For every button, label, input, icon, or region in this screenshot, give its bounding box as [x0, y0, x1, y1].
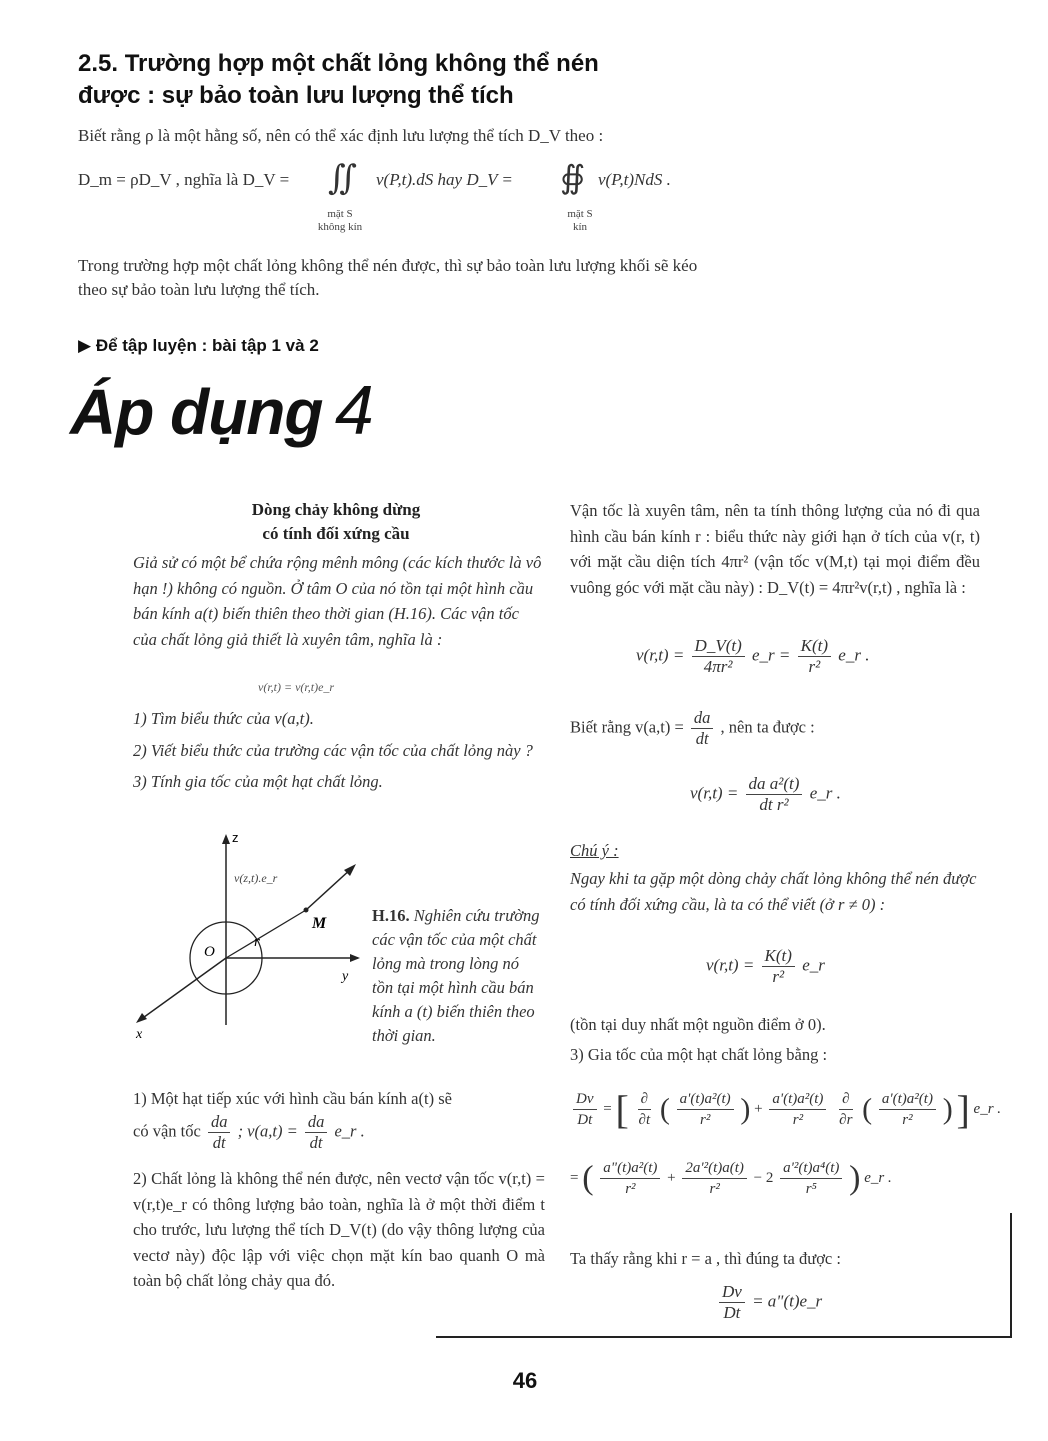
da-dt-fraction-1 [208, 1112, 231, 1153]
frac-den: r² [902, 1112, 913, 1128]
radius-line [226, 910, 306, 958]
frac-den: Dt [723, 1303, 741, 1322]
answer-1: 1) Một hạt tiếp xúc với hình cầu bán kính a(t) sẽ [133, 1089, 452, 1108]
frac-num: ∂ [839, 1089, 852, 1110]
questions [133, 706, 543, 795]
eq1-right: v(P,t)NdS . [598, 170, 671, 189]
application-word: Áp dụng [70, 376, 323, 448]
eq-acceleration-1 [570, 1086, 1001, 1133]
plus-sign: + [754, 1100, 763, 1117]
eqA-lhs: v(r,t) = [636, 645, 685, 665]
frac-den: r² [772, 967, 785, 986]
right-para-5: Ta thấy rằng khi r = a , thì đúng ta được : [570, 1249, 841, 1268]
note-title: Chú ý : [570, 841, 619, 860]
answer-2: 2) Chất lỏng là không thể nén được, nên vectơ vận tốc v(r,t) = v(r,t)e_r có thông lượng bảo toàn, nghĩa là ở một thời điểm t cho trước, lưu lượng thể tích D_V(t) (do vậy thông lượng của vectơ này) độc lập với việc chọn mặt kín bao quanh O mà toàn bộ chất lỏng chảy qua đó. [133, 1169, 545, 1290]
eq1-subscript-open [300, 208, 380, 234]
right-para-2 [570, 708, 980, 749]
frac-num: da [305, 1112, 328, 1133]
eqA-frac-2 [798, 636, 831, 677]
sub-closed-a: mặt S [567, 208, 593, 220]
eq1-left: D_m = ρD_V , nghĩa là D_V = [78, 170, 290, 189]
p2-suffix: , nên ta được : [720, 717, 815, 737]
answer-1-velocity [133, 1112, 545, 1153]
coef-2: 2 [765, 1169, 774, 1186]
para-incompressible: Trong trường hợp một chất lỏng không thể nén được, thì sự bảo toàn lưu lượng khối sẽ kéo theo sự bảo toàn lưu lượng thể tích. [78, 256, 698, 299]
eqA-frac-1 [692, 636, 745, 677]
left-paren-2: ( [862, 1092, 873, 1126]
frac-den: ∂t [638, 1112, 651, 1128]
right-bracket: ] [956, 1087, 970, 1132]
velocity-vector [306, 868, 352, 910]
right-para-4: 3) Gia tốc của một hạt chất lỏng bằng : [570, 1045, 828, 1064]
problem-heading [136, 498, 536, 546]
eq-final [716, 1282, 822, 1323]
question-1: 1) Tìm biểu thức của v(a,t). [133, 709, 314, 728]
frac-den: 4πr² [703, 657, 733, 676]
intro-text: Biết rằng ρ là một hằng số, nên có thể xác định lưu lượng thể tích D_V theo : [78, 126, 604, 145]
frac-den: dt [212, 1133, 226, 1152]
caption-text: Nghiên cứu trường các vận tốc của một chất lỏng mà trong lòng nó tồn tại một hình cầu bán kính a (t) biến thiên theo thời gian. [372, 906, 540, 1045]
figure-caption [372, 904, 544, 1048]
frac-den: r⁵ [805, 1181, 817, 1197]
z-arrow-icon [222, 834, 230, 844]
label-z: z [232, 830, 239, 845]
frac-num: 2a'²(t)a(t) [682, 1158, 747, 1179]
eqD-partial-t [636, 1089, 654, 1130]
frac-den: r² [792, 1112, 804, 1128]
eqB-frac [746, 774, 803, 815]
eqB-end: e_r . [809, 783, 841, 803]
frac-den: r² [699, 1112, 711, 1128]
frac-num: a'(t)a²(t) [769, 1089, 826, 1110]
frac-num: K(t) [798, 636, 831, 657]
eq-point-source [706, 946, 825, 987]
frac-num: a"(t)a²(t) [600, 1158, 660, 1179]
sub-open-b: không kín [317, 221, 363, 233]
frac-num: ∂ [638, 1089, 651, 1110]
label-m: M [312, 915, 327, 932]
ans1-prefix: có vận tốc [133, 1121, 201, 1141]
y-arrow-icon [350, 954, 360, 962]
exercise-line [78, 336, 319, 356]
figure-h16 [130, 830, 370, 1060]
label-x: x [136, 1027, 143, 1042]
frac-num: da [208, 1112, 231, 1133]
frac-num: a'(t)a²(t) [677, 1089, 734, 1110]
frac-den: dt [309, 1133, 323, 1152]
plus-sign-2: + [667, 1169, 676, 1186]
eq1-mid: v(P,t).dS hay D_V = [376, 170, 513, 189]
equals-sign-2: = [570, 1169, 579, 1186]
frac-num: D_V(t) [692, 636, 745, 657]
closed-integral-symbol: ∯ [560, 159, 586, 195]
left-paren: ( [659, 1092, 670, 1126]
frac-num: a'²(t)a⁴(t) [780, 1158, 842, 1179]
eqF-rhs: = a"(t)e_r [752, 1291, 823, 1311]
eqE-term2 [682, 1158, 747, 1199]
eqD-term3 [879, 1089, 936, 1130]
frac-den: dt r² [759, 795, 789, 814]
eqE-term3 [780, 1158, 842, 1199]
ans1-mid: ; v(a,t) = [237, 1121, 298, 1141]
problem-heading-line1: Dòng chảy không dừng [251, 500, 421, 519]
sub-open-a: mặt S [327, 208, 353, 220]
frac-den: ∂r [839, 1112, 853, 1128]
eqD-term2 [769, 1089, 826, 1130]
section-title-line1: 2.5. Trường hợp một chất lỏng không thể nén [78, 50, 599, 77]
frac-num: a'(t)a²(t) [879, 1089, 936, 1110]
eqA-mid: e_r = [752, 645, 791, 665]
x-axis [140, 958, 226, 1020]
label-o: O [204, 944, 215, 960]
p2-prefix: Biết rằng v(a,t) = [570, 717, 684, 737]
eqF-frac [719, 1282, 745, 1323]
eqE-er: e_r . [864, 1169, 892, 1186]
eqD-partial-r [836, 1089, 855, 1130]
exercise-text: Để tập luyện : bài tập 1 và 2 [95, 336, 319, 355]
eqC-frac [762, 946, 795, 987]
eqC-lhs: v(r,t) = [706, 955, 755, 975]
minus-sign: − [753, 1169, 763, 1186]
section-title-line2: được : sự bảo toàn lưu lượng thể tích [78, 82, 514, 109]
eq-radial-velocity: v(r,t) = v(r,t)e_r [258, 680, 335, 694]
page-number: 46 [512, 1368, 538, 1393]
play-arrow-icon: ▶ [78, 336, 92, 355]
caption-label: H.16. [372, 906, 410, 925]
frac-den: r² [709, 1181, 720, 1197]
eqD-lhs-frac [573, 1089, 597, 1130]
label-y: y [342, 969, 349, 984]
big-left-paren: ( [582, 1159, 594, 1197]
frac-den: Dt [577, 1112, 593, 1128]
right-para-1: Vận tốc là xuyên tâm, nên ta tính thông lượng của nó đi qua hình cầu bán kính r : biểu thức này giới hạn ở tích của v(r, t) với mặt cầu diện tích 4πr² (vận tốc v(M,t) tại mọi điểm đều vuông góc với mặt cầu này) : D_V(t) = 4πr²v(r,t) , nghĩa là : [570, 501, 980, 597]
eqA-end: e_r . [838, 645, 870, 665]
point-m [304, 908, 309, 913]
section-heading [78, 48, 728, 112]
question-3: 3) Tính gia tốc của một hạt chất lỏng. [133, 772, 383, 791]
problem-statement: Giả sử có một bể chứa rộng mênh mông (các kích thước là vô hạn !) không có nguồn. Ở tâm O của nó tồn tại một hình cầu bán kính a(t) biến thiên theo thời gian (H.16). Các vận tốc của chất lỏng giả thiết là xuyên tâm, nghĩa là : [133, 553, 542, 649]
right-paren: ) [740, 1092, 751, 1126]
application-number: 4 [334, 371, 374, 449]
frac-num: K(t) [762, 946, 795, 967]
application-heading [70, 370, 374, 490]
label-r: r [254, 934, 260, 950]
eqE-term1 [600, 1158, 660, 1199]
ans1-er: e_r . [334, 1121, 365, 1141]
p2-fraction [691, 708, 714, 749]
equals-sign: = [603, 1100, 612, 1117]
eq-acceleration-2 [570, 1158, 892, 1199]
frac-num: Dv [719, 1282, 745, 1303]
frac-den: r² [808, 657, 821, 676]
right-para-3: (tồn tại duy nhất một nguồn điểm ở 0). [570, 1015, 826, 1034]
frame-vertical-rule [1010, 1213, 1012, 1338]
big-right-paren: ) [849, 1159, 861, 1197]
frac-den: r² [625, 1181, 636, 1197]
da-dt-fraction-2 [305, 1112, 328, 1153]
frac-num: da a²(t) [746, 774, 803, 795]
eqD-er: e_r . [973, 1100, 1002, 1117]
label-velocity: v(z,t).e_r [234, 871, 278, 885]
eqB-lhs: v(r,t) = [690, 783, 739, 803]
frac-num: Dv [573, 1089, 597, 1110]
right-paren-2: ) [942, 1092, 953, 1126]
eqD-term1 [677, 1089, 734, 1130]
question-2: 2) Viết biểu thức của trường các vận tốc của chất lỏng này ? [133, 740, 533, 760]
frame-horizontal-rule [436, 1336, 1012, 1338]
note-text: Ngay khi ta gặp một dòng chảy chất lỏng không thể nén được có tính đối xứng cầu, là ta có thể viết (ở r ≠ 0) : [570, 869, 977, 914]
problem-heading-line2: có tính đối xứng cầu [262, 524, 410, 543]
eq-velocity-field [690, 774, 841, 815]
eq-velocity-flux [636, 636, 869, 677]
double-integral-symbol: ∬ [328, 160, 357, 197]
left-bracket: [ [615, 1087, 629, 1132]
eqC-end: e_r [802, 955, 825, 975]
sub-closed-b: kín [572, 221, 588, 233]
frac-den: dt [695, 729, 709, 748]
x-arrow-icon [136, 1013, 147, 1023]
frac-num: da [691, 708, 714, 729]
eq1-subscript-closed [540, 208, 620, 234]
